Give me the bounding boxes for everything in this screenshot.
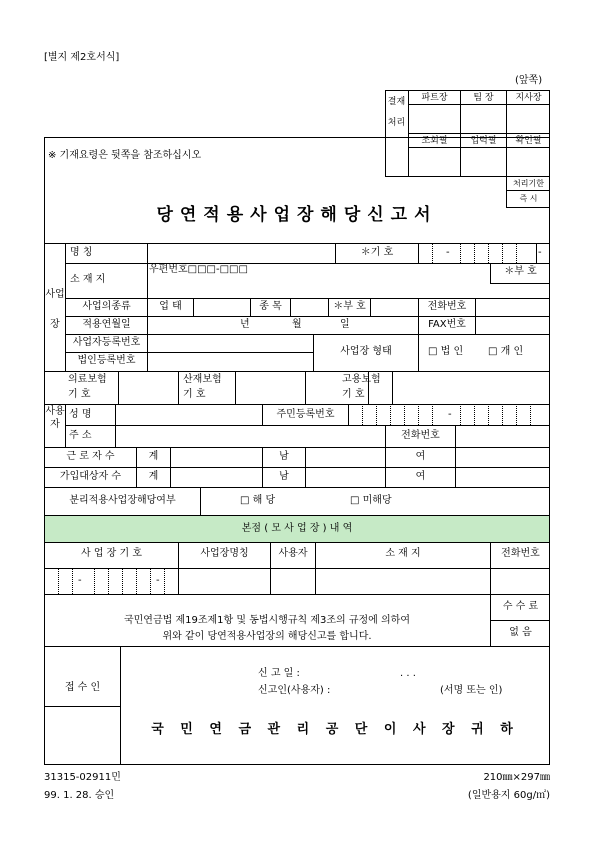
industrial-ins-label: 산재보험 [183,374,222,385]
workers-count-label: 근 로 자 수 [66,451,115,462]
form-number: [별지 제2호서식] [44,52,120,63]
employer-phone-label: 전화번호 [401,430,440,441]
fee-value: 없 음 [509,627,532,638]
deadline-label: 처리기한 [513,179,544,188]
headoffice-col-phone: 전화번호 [501,548,540,559]
headoffice-col-name: 사업장명칭 [200,548,249,559]
footer-approval: 99. 1. 28. 승인 [44,790,115,801]
approval-entered: 입력필 [470,136,497,146]
report-date-value: . . . [400,668,416,679]
employer-name-label: 성 명 [69,409,92,420]
workers-total-label: 계 [148,451,159,462]
medical-ins-label: 의료보험 [68,374,107,385]
recipient: 국 민 연 금 관 리 공 단 이 사 장 귀 하 [151,722,519,737]
employment-ins-code: 기 호 [342,389,365,400]
notice: ※ 기재요령은 뒷쪽을 참조하십시오 [48,150,202,161]
business-type-sub: 업 태 [159,301,182,312]
approval-teamlead: 팀 장 [473,93,494,103]
page-title: 당연적용사업장해당신고서 [156,205,438,225]
business-code-dash2: - [538,247,542,258]
headoffice-col-employer: 사용자 [278,548,308,559]
location-subcode-label: ＊부 호 [504,266,537,277]
separate-yes-option[interactable]: □ 해 당 [240,495,276,506]
headoffice-code-dash: - [78,575,82,586]
corp-reg-label: 법인등록번호 [77,355,136,366]
headoffice-col-location: 소 재 지 [385,548,421,559]
business-code-label: ＊기 호 [360,247,394,258]
sign-label: (서명 또는 인) [440,685,503,696]
receipt-label: 접 수 인 [64,682,101,693]
approval-branchhead: 지사장 [515,93,542,103]
approval-partlead: 파트장 [421,93,448,103]
footer-size: 210㎜×297㎜ [483,772,550,783]
business-phone-label: 전화번호 [427,301,467,312]
employer-section-label: 사용자 [45,406,65,430]
members-male-label: 남 [279,471,289,482]
separate-label: 분리적용사업장해당여부 [69,495,176,506]
business-code-dash: - [446,247,450,258]
approval-checked: 조회필 [421,136,448,146]
headoffice-col-code: 사 업 장 기 호 [80,548,142,559]
fee-label: 수 수 료 [502,601,539,612]
medical-ins-code: 기 호 [68,389,91,400]
fax-label: FAX번호 [428,319,466,330]
apply-date-label: 적용연월일 [82,319,131,330]
business-type-label: 사업의종류 [82,301,131,312]
workers-male-label: 남 [279,451,289,462]
employer-address-label: 주 소 [69,430,92,441]
reporter-label: 신고인(사용자) : [258,685,331,696]
business-reg-label: 사업자등록번호 [72,337,141,348]
industrial-ins-code: 기 호 [183,389,206,400]
declaration-line2: 위와 같이 당연적용사업장의 해당신고를 합니다. [162,631,372,642]
page-side: (앞쪽) [515,75,543,86]
workers-female-label: 여 [415,451,426,462]
headoffice-title: 본점 ( 모 사 업 장 ) 내 역 [241,523,353,534]
deadline-value: 즉 시 [519,194,538,203]
business-form-label: 사업장 형태 [340,346,392,357]
members-female-label: 여 [415,471,426,482]
postal-code-label: 우편번호□□□-□□□ [149,264,248,275]
business-name-label: 명 칭 [70,247,93,258]
corp-option[interactable]: □ 법 인 [428,346,464,357]
business-location-label: 소 재 지 [70,274,106,285]
headoffice-code-dash2: - [156,575,160,586]
employer-id-label: 주민등록번호 [276,409,335,420]
process-label: 결재처리 [387,97,406,128]
footer-code: 31315-02911민 [44,772,121,783]
members-total-label: 계 [148,471,159,482]
footer-paper: (일반용지 60g/㎡) [467,790,550,801]
apply-day: 일 [340,319,350,330]
business-section-label: 사업장 [45,289,65,330]
business-item-label: 종 목 [259,301,282,312]
individual-option[interactable]: □ 개 인 [488,346,524,357]
report-date-label: 신 고 일 : [258,668,300,679]
employment-ins-label: 고용보험 [342,374,381,385]
declaration-line1: 국민연금법 제19조제1항 및 동법시행규칙 제3조의 규정에 의하여 [123,615,411,626]
employer-id-dash: - [448,409,452,420]
members-count-label: 가입대상자 수 [59,471,122,482]
separate-no-option[interactable]: □ 미해당 [350,495,392,506]
apply-year: 년 [240,319,250,330]
apply-month: 월 [292,319,302,330]
approval-confirmed: 확인필 [515,136,542,146]
business-subcode-label: ＊부 호 [333,301,366,312]
